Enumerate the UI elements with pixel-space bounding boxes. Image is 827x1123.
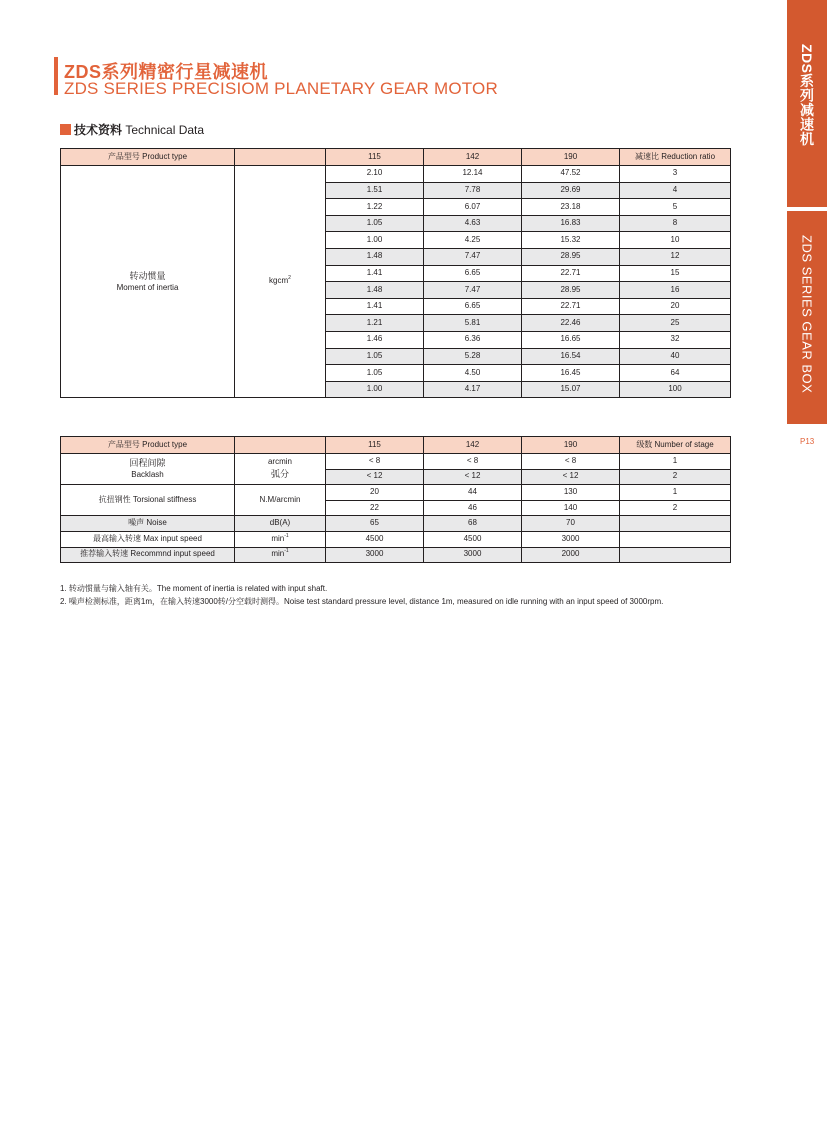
value-cell: 3000 [326,547,424,563]
value-cell: 16 [620,282,731,299]
value-cell: 28.95 [522,282,620,299]
page-number: P13 [800,437,815,446]
value-cell: 1.46 [326,331,424,348]
value-cell: 44 [424,485,522,501]
value-cell: 1.22 [326,199,424,216]
value-cell: 3 [620,166,731,183]
value-cell: 2 [620,469,731,485]
header-cell: 142 [424,149,522,166]
value-cell: < 8 [522,454,620,470]
value-cell: 6.36 [424,331,522,348]
rec-speed-label: 推荐输入转速 Recommnd input speed [61,547,235,563]
value-cell: 5.28 [424,348,522,365]
value-cell: 32 [620,331,731,348]
square-bullet-icon [60,124,71,135]
value-cell: 22 [326,500,424,516]
noise-label: 噪声 Noise [61,516,235,532]
section-title-en: Technical Data [125,123,205,137]
value-cell: 4.63 [424,215,522,232]
value-cell: 15.32 [522,232,620,249]
value-cell: 140 [522,500,620,516]
header-cell: 115 [326,437,424,454]
torsional-label: 抗扭钢性 Torsional stiffness [61,485,235,516]
spec-table [60,436,731,563]
header-cell: 115 [326,149,424,166]
value-cell: 1.41 [326,298,424,315]
inertia-label: 转动惯量 Moment of inertia [61,166,235,398]
header-cell [235,437,326,454]
value-cell: 1.48 [326,248,424,265]
value-cell: 4.17 [424,381,522,398]
value-cell: 68 [424,516,522,532]
value-cell: 5.81 [424,315,522,332]
header-cell: 级数 Number of stage [620,437,731,454]
table-row [61,454,731,470]
value-cell: 7.78 [424,182,522,199]
backlash-label: 回程间隙 Backlash [61,454,235,485]
value-cell: 1 [620,454,731,470]
header-cell: 142 [424,437,522,454]
value-cell: 46 [424,500,522,516]
value-cell: 15.07 [522,381,620,398]
section-title-cn: 技术资料 [74,123,123,137]
empty-cell [620,547,731,563]
value-cell: 22.71 [522,265,620,282]
rec-speed-unit: $\min^{-1}$ [235,547,326,563]
value-cell: 12 [620,248,731,265]
value-cell: < 8 [326,454,424,470]
table-row [61,516,731,532]
max-speed-label: 最高输入转速 Max input speed [61,531,235,547]
value-cell: 1.05 [326,215,424,232]
noise-unit: dB(A) [235,516,326,532]
empty-cell [620,516,731,532]
value-cell: 4 [620,182,731,199]
backlash-unit: arcmin 弧分 [235,454,326,485]
value-cell: < 12 [424,469,522,485]
value-cell: 2 [620,500,731,516]
value-cell: 25 [620,315,731,332]
value-cell: 1.00 [326,232,424,249]
value-cell: 7.47 [424,282,522,299]
value-cell: 22.71 [522,298,620,315]
header-cell: 190 [522,437,620,454]
title-accent-bar [54,57,58,95]
page-title-en: ZDS SERIES PRECISIOM PLANETARY GEAR MOTOR [64,79,498,98]
value-cell: 8 [620,215,731,232]
value-cell: 23.18 [522,199,620,216]
value-cell: 28.95 [522,248,620,265]
value-cell: 1.48 [326,282,424,299]
value-cell: 3000 [424,547,522,563]
value-cell: 130 [522,485,620,501]
value-cell: 4500 [326,531,424,547]
value-cell: 1.21 [326,315,424,332]
value-cell: 29.69 [522,182,620,199]
value-cell: 47.52 [522,166,620,183]
empty-cell [620,531,731,547]
header-cell: 190 [522,149,620,166]
value-cell: 1.00 [326,381,424,398]
footnote-1: 1. 转动惯量与输入轴有关。The moment of inertia is related with input shaft. [60,584,328,593]
value-cell: 6.65 [424,298,522,315]
value-cell: 20 [620,298,731,315]
value-cell: 16.83 [522,215,620,232]
header-cell: 产品型号 Product type [61,437,235,454]
side-tab-en [787,211,827,424]
value-cell: 40 [620,348,731,365]
value-cell: 16.65 [522,331,620,348]
header-cell [235,149,326,166]
value-cell: 4500 [424,531,522,547]
table-row [61,166,731,183]
value-cell: 15 [620,265,731,282]
value-cell: 1 [620,485,731,501]
value-cell: < 12 [326,469,424,485]
value-cell: 70 [522,516,620,532]
value-cell: 12.14 [424,166,522,183]
value-cell: 1.51 [326,182,424,199]
value-cell: 6.07 [424,199,522,216]
value-cell: 1.41 [326,265,424,282]
value-cell: 1.05 [326,365,424,382]
table-row [61,531,731,547]
value-cell: 100 [620,381,731,398]
side-tab-en-label: ZDS SERIES GEAR BOX [799,235,815,394]
value-cell: 20 [326,485,424,501]
header-cell: 减速比 Reduction ratio [620,149,731,166]
table-row [61,485,731,501]
value-cell: 2.10 [326,166,424,183]
inertia-unit: kgcm$^2$ [235,166,326,398]
section-heading [60,121,204,138]
table-header-row [61,437,731,454]
side-tab-cn [787,0,827,207]
header-cell: 产品型号 Product type [61,149,235,166]
footnotes [60,582,663,608]
page-title-cn: ZDS系列精密行星减速机 [64,62,268,82]
value-cell: < 12 [522,469,620,485]
value-cell: 7.47 [424,248,522,265]
value-cell: 64 [620,365,731,382]
value-cell: 5 [620,199,731,216]
value-cell: 16.54 [522,348,620,365]
value-cell: 2000 [522,547,620,563]
footnote-2: 2. 噪声检测标准，距离1m，在输入转速3000转/分空载时测得。Noise test standard pressure level, distance 1m, measured on idle running with an input speed of 3000rpm. [60,597,664,606]
inertia-table [60,148,731,398]
max-speed-unit: $\min^{-1}$ [235,531,326,547]
side-tab-cn-label: ZDS系列减速机 [799,44,815,146]
table-header-row [61,149,731,166]
value-cell: 1.05 [326,348,424,365]
value-cell: 65 [326,516,424,532]
value-cell: 10 [620,232,731,249]
torsional-unit: N.M/arcmin [235,485,326,516]
value-cell: 6.65 [424,265,522,282]
value-cell: 16.45 [522,365,620,382]
table-row [61,547,731,563]
value-cell: 4.25 [424,232,522,249]
value-cell: 4.50 [424,365,522,382]
value-cell: < 8 [424,454,522,470]
value-cell: 3000 [522,531,620,547]
value-cell: 22.46 [522,315,620,332]
